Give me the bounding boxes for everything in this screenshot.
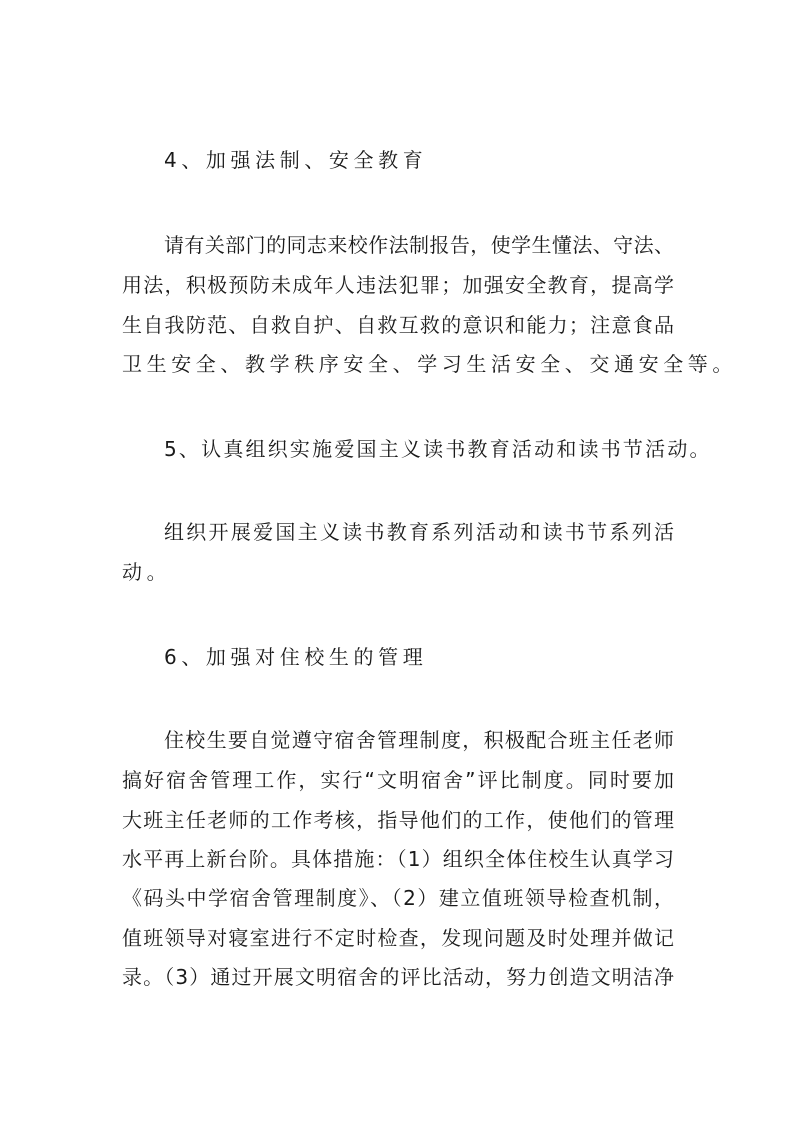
paragraph-line: 卫生安全、教学秩序安全、学习生活安全、交通安全等。 [122, 352, 737, 376]
section-heading-5: 5、认真组织实施爱国主义读书教育活动和读书节活动。 [164, 437, 712, 461]
paragraph-line: 用法，积极预防未成年人违法犯罪；加强安全教育，提高学 [122, 273, 674, 297]
paragraph-line: 《码头中学宿舍管理制度》、（2）建立值班领导检查机制， [122, 886, 674, 910]
paragraph-line: 请有关部门的同志来校作法制报告，使学生懂法、守法、 [164, 233, 674, 257]
section-heading-4: 4、加强法制、安全教育 [164, 148, 428, 172]
paragraph-line: 水平再上新台阶。具体措施：（1）组织全体住校生认真学习 [122, 847, 674, 871]
section-heading-6: 6、加强对住校生的管理 [164, 645, 428, 669]
paragraph-line: 录。（3）通过开展文明宿舍的评比活动，努力创造文明洁净 [122, 965, 674, 989]
paragraph-line: 动。 [122, 560, 172, 584]
paragraph-line: 值班领导对寝室进行不定时检查，发现问题及时处理并做记 [122, 926, 674, 950]
paragraph-line: 大班主任老师的工作考核，指导他们的工作，使他们的管理 [122, 808, 674, 832]
paragraph-line: 生自我防范、自救自护、自救互救的意识和能力；注意食品 [122, 313, 674, 337]
paragraph-line: 组织开展爱国主义读书教育系列活动和读书节系列活 [164, 520, 674, 544]
paragraph-line: 搞好宿舍管理工作，实行“文明宿舍”评比制度。同时要加 [122, 768, 674, 792]
paragraph-line: 住校生要自觉遵守宿舍管理制度，积极配合班主任老师 [164, 728, 674, 752]
